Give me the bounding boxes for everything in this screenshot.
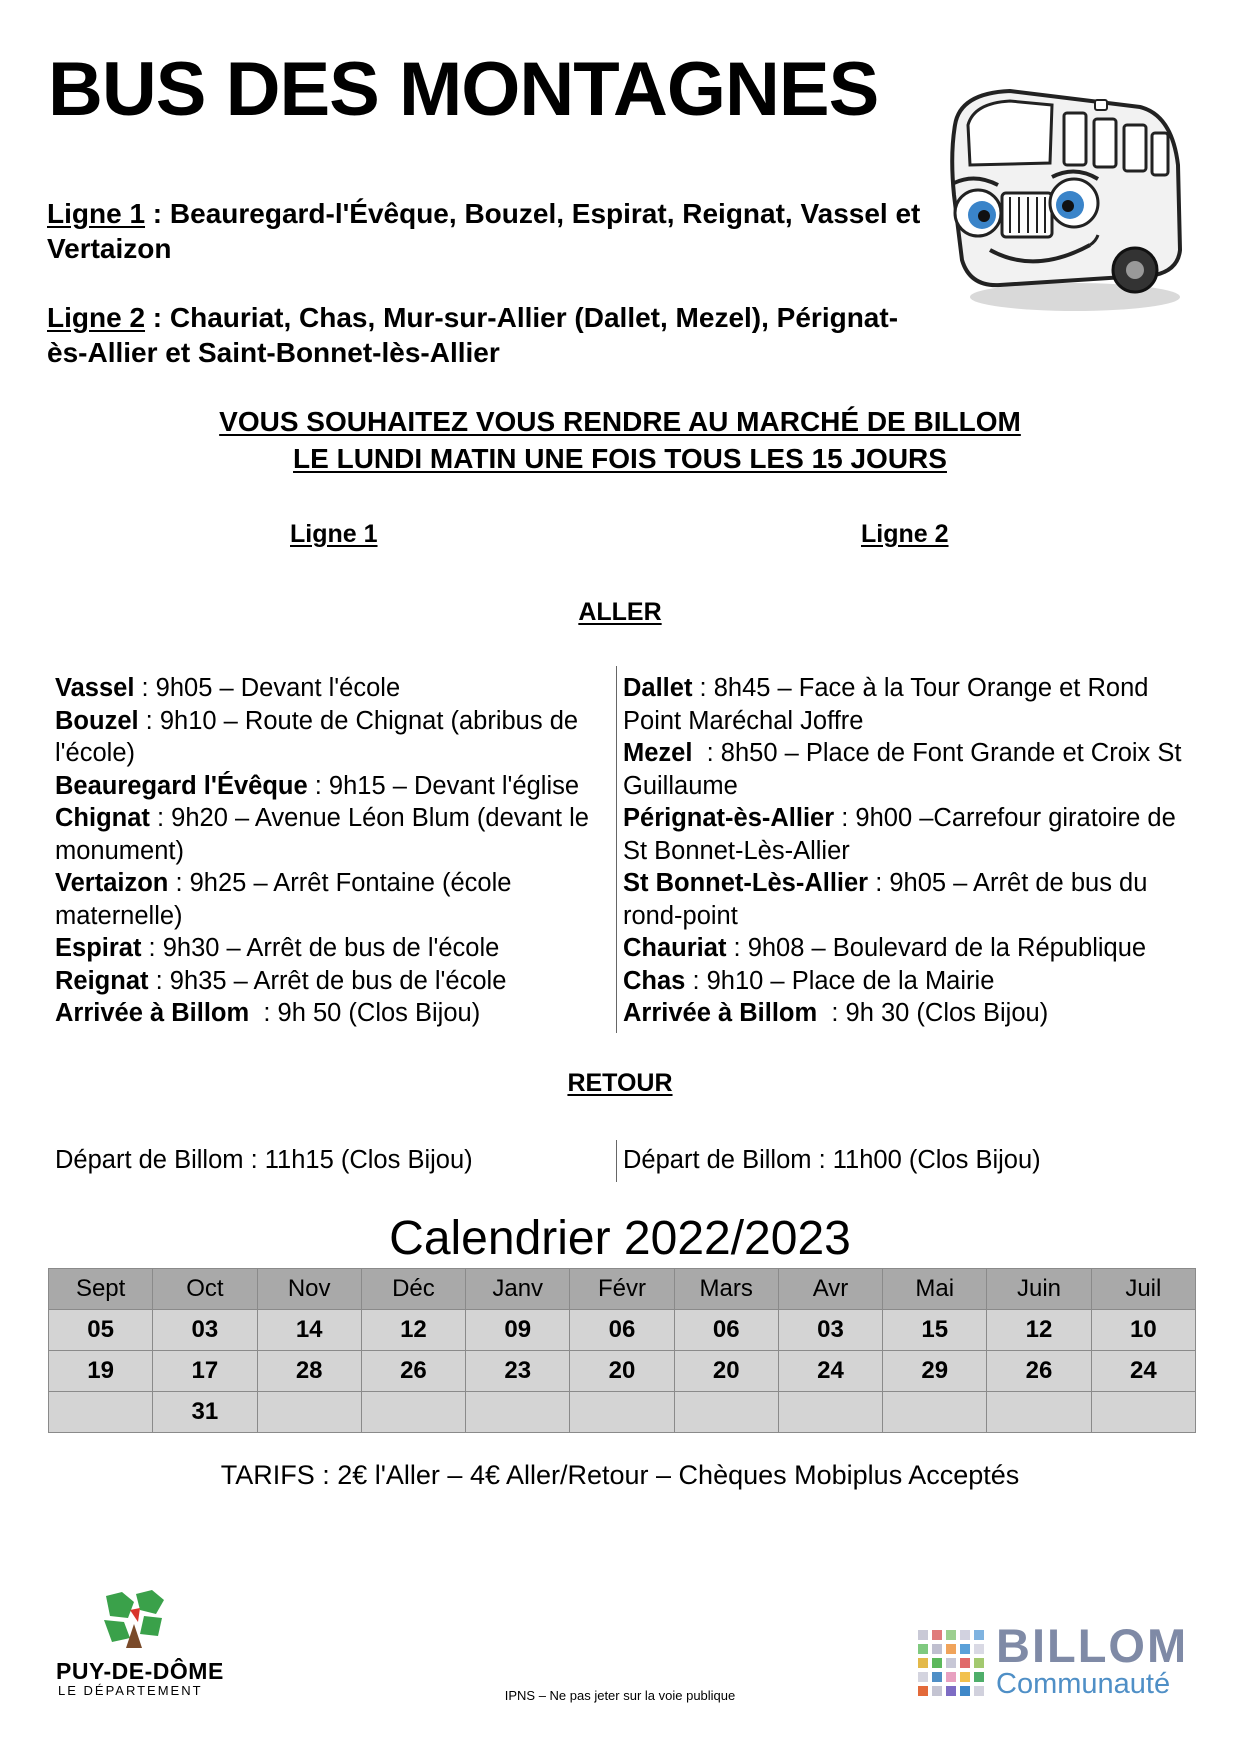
calendar-date-cell xyxy=(49,1392,153,1433)
ligne2-stop xyxy=(623,997,1195,1030)
ligne2-stop xyxy=(623,932,1195,965)
puy-de-dome-tree-logo-icon xyxy=(100,1588,168,1656)
calendar-date-cell: 23 xyxy=(466,1351,570,1392)
stop-detail: : 9h00 –Carrefour giratoire de St Bonnet-Lès-Allier xyxy=(623,804,1183,865)
stop-name: Beauregard l'Évêque xyxy=(55,771,308,800)
stop-name: St Bonnet-Lès-Allier xyxy=(623,869,869,897)
stop-detail: : 9h08 – Boulevard de la République xyxy=(726,934,1147,962)
stop-name: Arrivée à Billom xyxy=(623,999,818,1027)
calendar-month-header: Janv xyxy=(466,1269,570,1310)
calendar-row xyxy=(49,1310,1196,1351)
calendar-header-row xyxy=(49,1269,1196,1310)
calendar-date-cell: 28 xyxy=(257,1351,361,1392)
footer-note: IPNS – Ne pas jeter sur la voie publique xyxy=(504,1688,736,1703)
line-2-separator: : xyxy=(145,302,170,333)
calendar-date-cell: 12 xyxy=(361,1310,465,1351)
ligne1-stop xyxy=(55,705,615,770)
calendar-date-cell: 19 xyxy=(49,1351,153,1392)
calendar-date-cell: 03 xyxy=(153,1310,257,1351)
headline-line-2: LE LUNDI MATIN UNE FOIS TOUS LES 15 JOURS xyxy=(293,443,947,474)
ligne1-stop xyxy=(55,965,615,998)
calendar-date-cell xyxy=(987,1392,1091,1433)
calendar-date-cell: 24 xyxy=(1091,1351,1195,1392)
stop-detail: : 9h25 – Arrêt Fontaine (école maternelle) xyxy=(55,869,519,930)
market-headline xyxy=(0,403,1240,477)
line-1-description xyxy=(47,196,927,266)
retour-ligne-2: Départ de Billom : 11h00 (Clos Bijou) xyxy=(623,1146,1041,1174)
calendar-month-header: Mai xyxy=(883,1269,987,1310)
ligne2-stop xyxy=(623,965,1195,998)
ligne1-stop xyxy=(55,770,615,803)
calendar-date-cell xyxy=(570,1392,674,1433)
billom-subtitle: Communauté xyxy=(996,1668,1171,1700)
puy-de-dome-name: PUY-DE-DÔME xyxy=(56,1658,224,1684)
stop-name: Espirat xyxy=(55,934,142,962)
stop-detail: : 9h 50 (Clos Bijou) xyxy=(249,999,481,1027)
calendar-date-cell xyxy=(778,1392,882,1433)
tarifs-text: TARIFS : 2€ l'Aller – 4€ Aller/Retour – Chèques Mobiplus Acceptés xyxy=(220,1460,1020,1490)
stop-name: Chas xyxy=(623,966,686,995)
retour-divider xyxy=(616,1140,617,1182)
calendar-date-cell: 31 xyxy=(153,1392,257,1433)
stop-name: Vassel xyxy=(55,674,135,702)
calendar-date-cell: 05 xyxy=(49,1310,153,1351)
column-heading-ligne-1: Ligne 1 xyxy=(290,520,378,548)
column-heading-ligne-2: Ligne 2 xyxy=(861,520,949,548)
calendar-date-cell: 17 xyxy=(153,1351,257,1392)
calendar-date-cell xyxy=(674,1392,778,1433)
page-title: BUS DES MONTAGNES xyxy=(48,47,879,132)
ligne2-stop xyxy=(623,867,1195,932)
stop-name: Dallet xyxy=(623,674,693,702)
stop-name: Pérignat-ès-Allier xyxy=(623,804,835,832)
calendar-date-cell: 09 xyxy=(466,1310,570,1351)
calendar-date-cell: 24 xyxy=(778,1351,882,1392)
calendar-date-cell: 15 xyxy=(883,1310,987,1351)
ligne1-stop xyxy=(55,802,615,867)
stop-name: Mezel xyxy=(623,739,693,767)
stop-detail: : 9h05 – Arrêt de bus du rond-point xyxy=(623,869,1155,930)
stop-detail: : 9h30 – Arrêt de bus de l'école xyxy=(141,934,500,962)
ligne1-stop xyxy=(55,672,615,705)
calendar-date-cell: 10 xyxy=(1091,1310,1195,1351)
ligne1-stop xyxy=(55,997,615,1030)
line-1-communes: Beauregard-l'Évêque, Bouzel, Espirat, Reignat, Vassel et Vertaizon xyxy=(47,198,921,264)
calendar-month-header: Avr xyxy=(778,1269,882,1310)
calendar-date-cell: 20 xyxy=(570,1351,674,1392)
aller-ligne-1-list xyxy=(55,672,615,1030)
ligne2-stop xyxy=(623,802,1195,867)
puy-de-dome-subtitle: LE DÉPARTEMENT xyxy=(58,1683,203,1698)
ligne1-stop xyxy=(55,932,615,965)
headline-line-1: VOUS SOUHAITEZ VOUS RENDRE AU MARCHÉ DE BILLOM xyxy=(219,406,1021,437)
calendar-date-cell xyxy=(1091,1392,1195,1433)
stop-detail: : 9h05 – Devant l'école xyxy=(134,674,401,702)
stop-name: Arrivée à Billom xyxy=(55,999,250,1027)
calendar-date-cell xyxy=(883,1392,987,1433)
retour-ligne-1: Départ de Billom : 11h15 (Clos Bijou) xyxy=(55,1146,473,1174)
calendar-table xyxy=(48,1268,1196,1433)
calendar-date-cell xyxy=(361,1392,465,1433)
stop-detail: : 9h15 – Devant l'église xyxy=(307,771,580,800)
column-divider xyxy=(616,666,617,1033)
calendar-body xyxy=(49,1310,1196,1433)
line-2-communes: Chauriat, Chas, Mur-sur-Allier (Dallet, Mezel), Pérignat-ès-Allier et Saint-Bonnet-lès-Allier xyxy=(47,302,899,368)
line-1-label: Ligne 1 xyxy=(47,198,146,229)
calendar-date-cell: 29 xyxy=(883,1351,987,1392)
calendar-month-header: Mars xyxy=(674,1269,778,1310)
calendar-date-cell: 26 xyxy=(361,1351,465,1392)
billom-name: BILLOM xyxy=(996,1619,1189,1672)
calendar-month-header: Juil xyxy=(1091,1269,1195,1310)
stop-detail: : 9h 30 (Clos Bijou) xyxy=(817,999,1049,1027)
calendar-month-header: Févr xyxy=(570,1269,674,1310)
ligne2-stop xyxy=(623,737,1195,802)
stop-detail: : 8h50 – Place de Font Grande et Croix St Guillaume xyxy=(623,739,1189,800)
line-1-separator: : xyxy=(145,198,170,229)
calendar-date-cell: 06 xyxy=(570,1310,674,1351)
stop-detail: : 8h45 – Face à la Tour Orange et Rond Point Maréchal Joffre xyxy=(623,674,1156,735)
stop-detail: : 9h10 – Route de Chignat (abribus de l'école) xyxy=(55,706,586,767)
calendar-row xyxy=(49,1351,1196,1392)
calendar-date-cell: 20 xyxy=(674,1351,778,1392)
billom-mosaic-logo-icon xyxy=(916,1628,986,1700)
calendar-date-cell: 26 xyxy=(987,1351,1091,1392)
calendar-month-header: Déc xyxy=(361,1269,465,1310)
calendar-date-cell: 12 xyxy=(987,1310,1091,1351)
stop-name: Bouzel xyxy=(55,706,139,735)
line-2-description xyxy=(47,300,927,370)
calendar-date-cell: 06 xyxy=(674,1310,778,1351)
ligne1-stop xyxy=(55,867,615,932)
stop-detail: : 9h35 – Arrêt de bus de l'école xyxy=(148,966,507,995)
calendar-month-header: Oct xyxy=(153,1269,257,1310)
calendar-date-cell xyxy=(257,1392,361,1433)
stop-name: Chignat xyxy=(55,804,150,832)
calendar-row xyxy=(49,1392,1196,1433)
calendar-date-cell: 03 xyxy=(778,1310,882,1351)
calendar-month-header: Juin xyxy=(987,1269,1091,1310)
stop-detail: : 9h20 – Avenue Léon Blum (devant le monument) xyxy=(55,804,597,865)
aller-heading: ALLER xyxy=(578,598,662,626)
calendar-date-cell: 14 xyxy=(257,1310,361,1351)
calendar-date-cell xyxy=(466,1392,570,1433)
stop-name: Reignat xyxy=(55,966,149,995)
line-2-label: Ligne 2 xyxy=(47,302,146,333)
bus-cartoon-icon xyxy=(940,85,1185,315)
calendar-month-header: Nov xyxy=(257,1269,361,1310)
stop-name: Vertaizon xyxy=(55,869,169,897)
calendar-month-header: Sept xyxy=(49,1269,153,1310)
aller-ligne-2-list xyxy=(623,672,1195,1030)
stop-detail: : 9h10 – Place de la Mairie xyxy=(685,966,995,995)
ligne2-stop xyxy=(623,672,1195,737)
stop-name: Chauriat xyxy=(623,934,727,962)
retour-heading: RETOUR xyxy=(567,1069,673,1097)
calendar-title: Calendrier 2022/2023 xyxy=(389,1212,851,1265)
